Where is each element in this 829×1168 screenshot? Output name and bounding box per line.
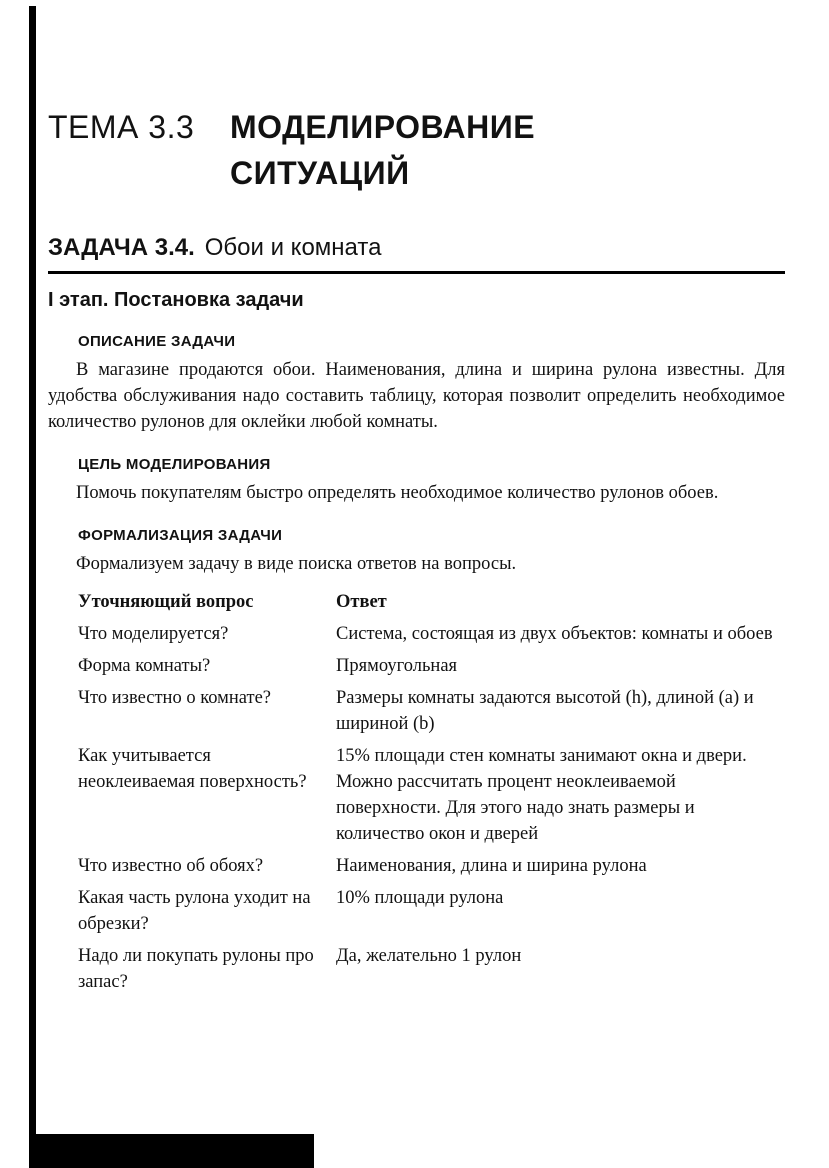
section-body-formalization: Формализуем задачу в виде поиска ответов на вопросы. [76,554,517,574]
page-content [48,104,785,995]
qa-answer: Наименования, длина и ширина рулона [336,856,647,876]
qa-answer: Да, желательно 1 рулон [336,946,522,966]
qa-question: Что известно о комнате? [78,688,271,708]
qa-answer: Прямоугольная [336,656,458,676]
task-label: ЗАДАЧА 3.4. [48,234,195,261]
scan-edge-bottom [29,1134,314,1168]
qa-question: Форма комнаты? [78,656,211,676]
stage-heading: I этап. Постановка задачи [48,289,304,311]
scan-edge-left [29,6,36,1168]
theme-label: ТЕМА 3.3 [48,109,195,145]
qa-answer: 10% площади рулона [336,888,504,908]
section-body-goal: Помочь покупателям быстро определять необходимое количество рулонов обоев. [76,483,719,503]
qa-question: Какая часть рулона уходит на обрезки? [78,888,311,934]
section-heading-formalization: ФОРМАЛИЗАЦИЯ ЗАДАЧИ [78,527,283,544]
section-heading-description: ОПИСАНИЕ ЗАДАЧИ [78,333,236,350]
qa-question: Что известно об обоях? [78,856,264,876]
qa-header-answer: Ответ [336,592,387,612]
qa-answer: Размеры комнаты задаются высотой (h), длиной (a) и шириной (b) [336,688,754,734]
theme-title-line1: МОДЕЛИРОВАНИЕ [230,109,536,145]
task-title: Обои и комната [204,234,382,261]
section-body-description: В магазине продаются обои. Наименования, длина и ширина рулона известны. Для удобства обслуживания надо составить таблицу, которая позволит определить необходимое количество рулонов для оклейки любой комнаты. [48,360,785,432]
qa-table [78,589,785,995]
qa-header-question: Уточняющий вопрос [78,592,254,612]
qa-answer: 15% площади стен комнаты занимают окна и двери. Можно рассчитать процент неоклеиваемой поверхности. Для этого надо знать размеры и количество окон и дверей [336,746,747,844]
qa-question: Надо ли покупать рулоны про запас? [78,946,314,992]
theme-header [48,104,785,196]
qa-answer: Система, состоящая из двух объектов: комнаты и обоев [336,624,773,644]
theme-title-line2: СИТУАЦИЙ [230,155,410,191]
theme-title [230,104,535,196]
qa-question: Как учитывается неоклеиваемая поверхность? [78,746,307,792]
section-heading-goal: ЦЕЛЬ МОДЕЛИРОВАНИЯ [78,456,271,473]
qa-question: Что моделируется? [78,624,229,644]
task-heading [48,234,785,274]
